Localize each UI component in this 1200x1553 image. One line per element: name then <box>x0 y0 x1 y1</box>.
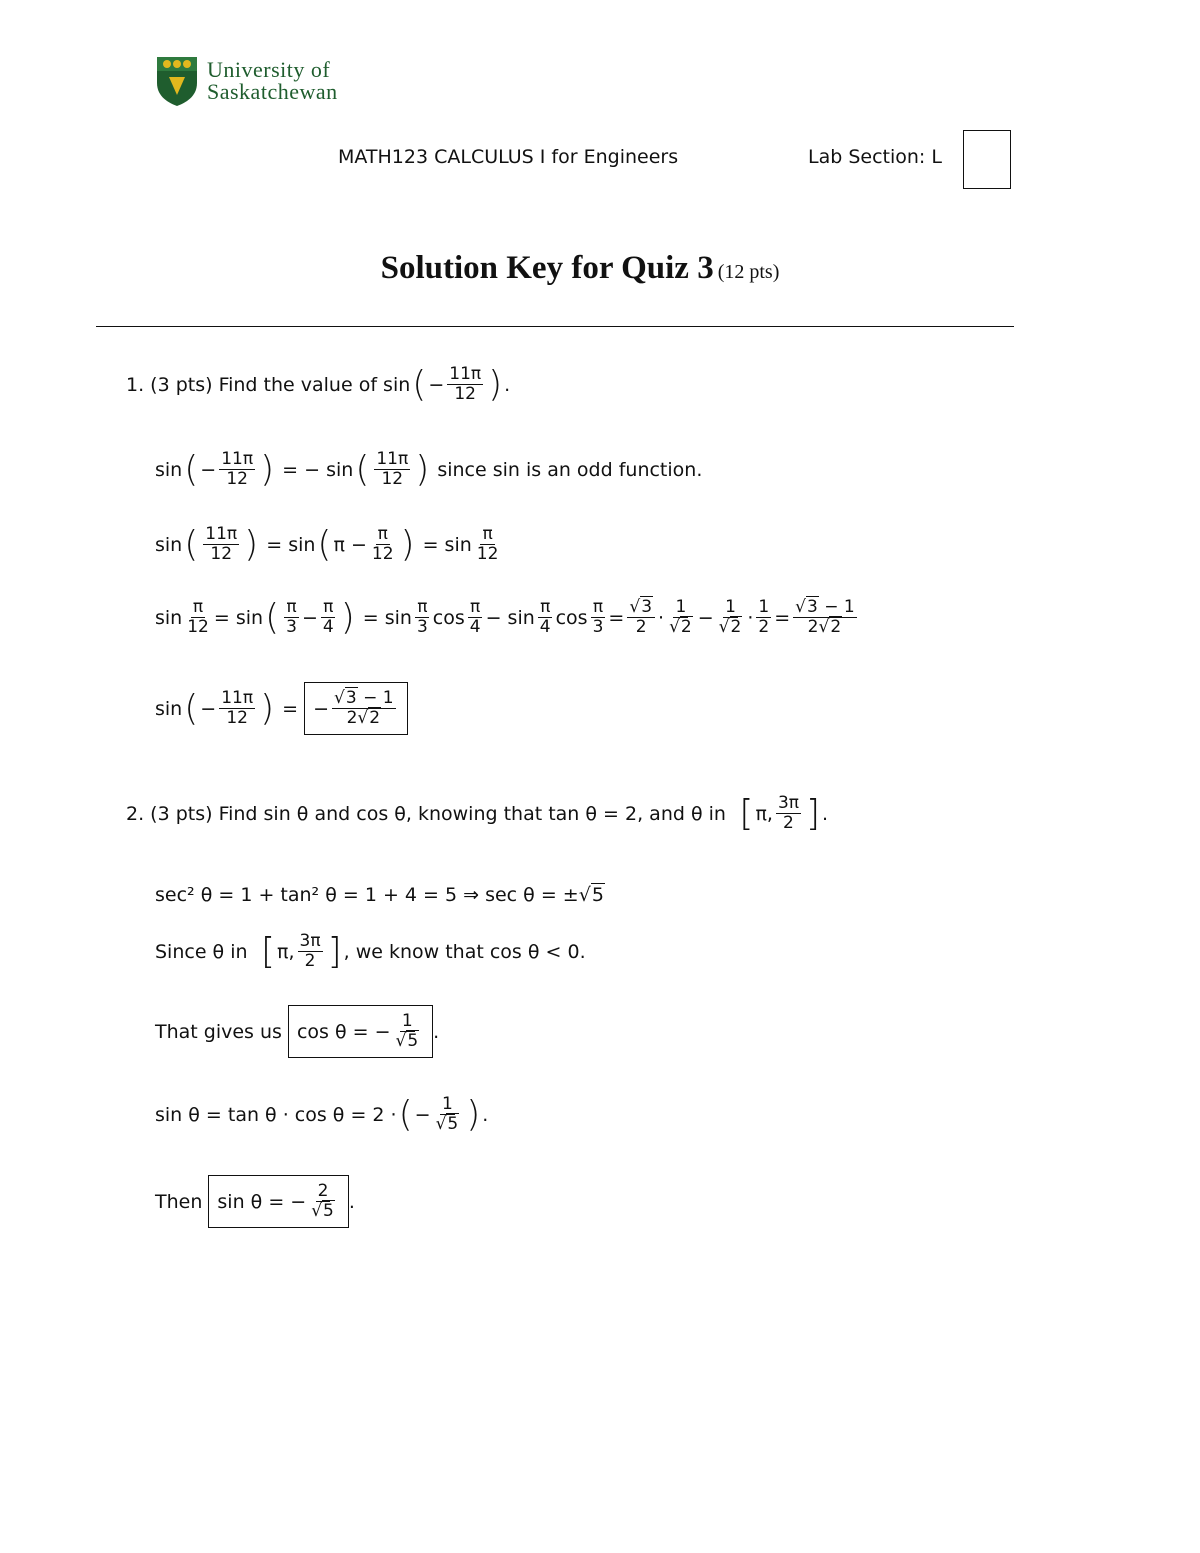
q2-cos-box: cos θ = − $\frac{1}{√5}$ <box>288 1005 433 1058</box>
q2-since-b: , we know that cos θ < 0. <box>343 940 586 963</box>
course-name: MATH123 CALCULUS I for Engineers <box>338 146 679 168</box>
q2-gives: That gives us <box>155 1020 282 1043</box>
q1-answer-box: − $\frac{√3 - 1}{2√2}$ <box>304 682 407 735</box>
crest-icon <box>155 55 199 107</box>
lab-section-box[interactable] <box>963 130 1011 189</box>
logo-line-2: Saskatchewan <box>207 79 338 104</box>
q2-since-a: Since θ in <box>155 940 248 963</box>
title-rule <box>96 326 1014 327</box>
q2-step-5: Then sin θ = − $\frac{2}{√5}$ . <box>155 1175 355 1228</box>
q2-prompt: 2. (3 pts) Find sin θ and cos θ, knowing that tan θ = 2, and θ in [ π, $\frac{3\pi}{2}$ ] . <box>126 792 829 834</box>
q2-prompt-text: 2. (3 pts) Find sin θ and cos θ, knowing that tan θ = 2, and θ in <box>126 802 726 825</box>
lab-section-label: Lab Section: L <box>808 146 942 168</box>
q1-odd-note: since sin is an odd function. <box>437 458 703 481</box>
q2-step-3: That gives us cos θ = − $\frac{1}{√5}$ . <box>155 1005 439 1058</box>
logo-line-1: University of <box>207 57 331 82</box>
page-title <box>0 250 1160 287</box>
q2-sec-line: sec² θ = 1 + tan² θ = 1 + 4 = 5 ⇒ sec θ = ± <box>155 884 579 906</box>
title-points: (12 pts) <box>717 261 780 283</box>
q1-prompt: 1. (3 pts) Find the value of sin ( − $\frac{11\pi}{12}$ ) . <box>126 363 511 405</box>
q2-step-1: sec² θ = 1 + tan² θ = 1 + 4 = 5 ⇒ sec θ = ± √5 <box>155 884 604 906</box>
q1-step-2: sin ( $\frac{11\pi}{12}$ ) = sin ( π − $\frac{\pi}{12}$ ) = sin $\frac{\pi}{12}$ <box>155 523 499 565</box>
q2-step-2: Since θ in [ π, $\frac{3\pi}{2}$ ] , we know that cos θ < 0. <box>155 930 586 972</box>
q1-step-3: sin $\frac{\pi}{12}$ = sin ( $\frac{\pi}{3}$ − $\frac{\pi}{4}$ ) = sin $\frac{\pi}{3}$ cos $\frac{\pi}{4}$ − sin $\frac{\pi}{4}$ cos $\frac{\pi}{3}$ = $\frac{√3}{2}$ · $\frac{1}{√2}$ − $\frac{1}{√2}$ · $\frac{1}{2}$ = $\frac{√3 - 1}{2√2}$ <box>155 596 855 638</box>
title-main: Solution Key for Quiz 3 <box>380 250 714 286</box>
q1-step-1: sin ( − $\frac{11\pi}{12}$ ) = − sin ( $\frac{11\pi}{12}$ ) since sin is an odd function. <box>155 448 703 490</box>
q1-answer: sin ( − $\frac{11\pi}{12}$ ) = − $\frac{√3 - 1}{2√2}$ <box>155 682 408 735</box>
q2-sin-box: sin θ = − $\frac{2}{√5}$ <box>208 1175 348 1228</box>
q2-step-4: sin θ = tan θ · cos θ = 2 · ( − $\frac{1}{√5}$ ) . <box>155 1093 489 1135</box>
university-logo <box>155 55 338 107</box>
q1-prompt-text: 1. (3 pts) Find the value of sin <box>126 373 411 396</box>
q2-then: Then <box>155 1190 203 1213</box>
